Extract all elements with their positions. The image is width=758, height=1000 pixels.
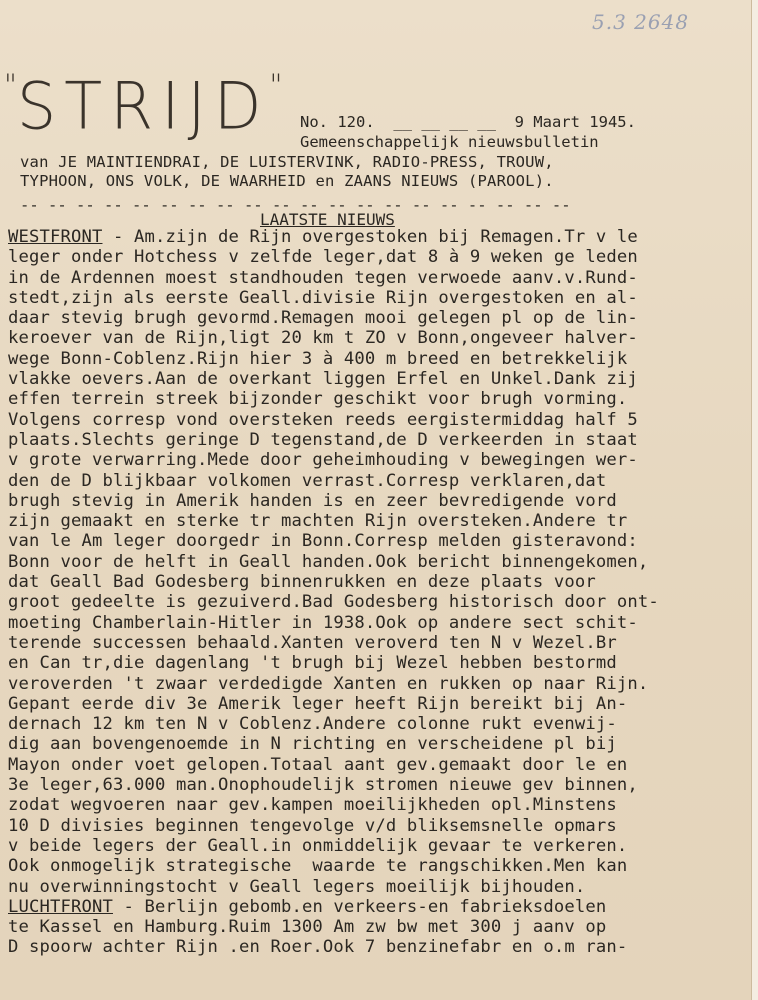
westfront-line-text: vlakke oevers.Aan de overkant liggen Erfel en Unkel.Dank zij (8, 369, 638, 390)
westfront-line-text: van le Am leger doorgedr in Bonn.Corresp melden gisteravond: (8, 531, 638, 552)
westfront-line-text: dat Geall Bad Godesberg binnenrukken en deze plaats voor (8, 572, 596, 593)
westfront-line-text: effen terrein streek bijzonder geschikt voor brugh vorming. (8, 389, 628, 410)
westfront-line-text: zijn gemaakt en sterke tr machten Rijn oversteken.Andere tr (8, 511, 628, 532)
westfront-line-text: brugh stevig in Amerik handen is en zeer bevredigende vord (8, 490, 617, 511)
westfront-line-text: 3e leger,63.000 man.Onophoudelijk stromen nieuwe gev binnen, (8, 775, 638, 796)
westfront-line-text: Mayon onder voet gelopen.Totaal aant gev.gemaakt door le en (8, 754, 628, 775)
issue-number-date: No. 120. __ __ __ __ 9 Maart 1945. (300, 113, 636, 131)
luchtfront-line-text: te Kassel en Hamburg.Ruim 1300 Am zw bw met 300 j aanv op (8, 917, 607, 938)
section-title: LAATSTE NIEUWS (260, 210, 395, 229)
westfront-line (8, 592, 748, 612)
westfront-line-text: v grote verwarring.Mede door geheimhouding v bewegingen wer- (8, 450, 638, 471)
westfront-heading: WESTFRONT (8, 227, 103, 247)
archive-number: 5.3 2648 (592, 10, 690, 34)
westfront-line (8, 856, 748, 876)
westfront-line (8, 511, 748, 531)
westfront-line-text: 10 D divisies beginnen tengevolge v/d bliksemsnelle opmars (8, 815, 617, 836)
westfront-line (8, 328, 748, 348)
westfront-line (8, 694, 748, 714)
westfront-section (8, 227, 748, 897)
westfront-line (8, 268, 748, 288)
westfront-line (8, 450, 748, 470)
masthead-title (4, 68, 294, 163)
westfront-line-text: moeting Chamberlain-Hitler in 1938.Ook op andere sect schit- (8, 612, 638, 633)
westfront-line (8, 674, 748, 694)
westfront-line (8, 491, 748, 511)
westfront-line-text: stedt,zijn als eerste Geall.divisie Rijn overgestoken en al- (8, 287, 638, 308)
westfront-line (8, 734, 748, 754)
westfront-line (8, 308, 748, 328)
westfront-line-text: Bonn voor de helft in Geall handen.Ook bericht binnengekomen, (8, 551, 649, 572)
luchtfront-section (8, 897, 748, 958)
westfront-line-text: nu overwinningstocht v Geall legers moeilijk bijhouden. (8, 876, 586, 897)
westfront-line (8, 389, 748, 409)
subtitle-line-2: van JE MAINTIENDRAI, DE LUISTERVINK, RADIO-PRESS, TROUW, (20, 153, 554, 171)
luchtfront-line (8, 897, 748, 917)
westfront-line-text: daar stevig brugh gevormd.Remagen mooi gelegen pl op de lin- (8, 308, 638, 329)
westfront-line (8, 471, 748, 491)
westfront-line (8, 816, 748, 836)
westfront-line-text: keroever van de Rijn,ligt 20 km t ZO v Bonn,ongeveer halver- (8, 328, 638, 349)
westfront-line (8, 653, 748, 673)
westfront-line (8, 369, 748, 389)
westfront-line (8, 877, 748, 897)
westfront-line (8, 227, 748, 247)
westfront-line-text: plaats.Slechts geringe D tegenstand,de D verkeerden in staat (8, 429, 638, 450)
westfront-line-text: groot gedeelte is gezuiverd.Bad Godesberg historisch door ont- (8, 592, 659, 613)
westfront-line (8, 836, 748, 856)
masthead-quote-open: " (4, 67, 17, 103)
westfront-line (8, 247, 748, 267)
dashed-rule: -- -- -- -- -- -- -- -- -- -- -- -- -- -- -- -- -- -- -- -- (20, 196, 571, 214)
westfront-line-text: terende successen behaald.Xanten veroverd ten N v Wezel.Br (8, 632, 617, 653)
article-body (8, 227, 748, 958)
westfront-line-text: leger onder Hotchess v zelfde leger,dat 8 à 9 weken ge leden (8, 247, 638, 268)
westfront-line (8, 714, 748, 734)
paper-edge (751, 0, 758, 1000)
westfront-line (8, 552, 748, 572)
masthead-quote-close: " (269, 67, 283, 103)
luchtfront-line (8, 917, 748, 937)
westfront-line (8, 613, 748, 633)
subtitle-line-1: Gemeenschappelijk nieuwsbulletin (300, 133, 599, 151)
masthead-word: STRIJD (16, 67, 270, 145)
westfront-line (8, 430, 748, 450)
westfront-line (8, 531, 748, 551)
luchtfront-line-text: D spoorw achter Rijn .en Roer.Ook 7 benzinefabr en o.m ran- (8, 937, 628, 958)
westfront-line-text: v beide legers der Geall.in onmiddelijk gevaar te verkeren. (8, 835, 628, 856)
westfront-line (8, 288, 748, 308)
westfront-line-text: Gepant eerde div 3e Amerik leger heeft Rijn bereikt bij An- (8, 693, 628, 714)
luchtfront-line (8, 937, 748, 957)
westfront-line-text: dig aan bovengenoemde in N richting en verscheidene pl bij (8, 734, 617, 755)
westfront-line (8, 410, 748, 430)
subtitle-line-3: TYPHOON, ONS VOLK, DE WAARHEID en ZAANS NIEUWS (PAROOL). (20, 172, 554, 190)
westfront-line-text: wege Bonn-Coblenz.Rijn hier 3 à 400 m breed en betrekkelijk (8, 348, 628, 369)
luchtfront-heading: LUCHTFRONT (8, 896, 113, 917)
westfront-line-text: en Can tr,die dagenlang 't brugh bij Wezel hebben bestormd (8, 653, 617, 674)
westfront-line-text: zodat wegvoeren naar gev.kampen moeilijkheden opl.Minstens (8, 795, 617, 816)
westfront-line-text: dernach 12 km ten N v Coblenz.Andere colonne rukt evenwij- (8, 714, 617, 735)
westfront-line-text: den de D blijkbaar volkomen verrast.Corresp verklaren,dat (8, 470, 607, 491)
westfront-line (8, 572, 748, 592)
westfront-line-text: veroverden 't zwaar verdedigde Xanten en rukken op naar Rijn. (8, 673, 649, 694)
westfront-line-text: - Am.zijn de Rijn overgestoken bij Remagen.Tr v le (102, 227, 638, 247)
westfront-line (8, 795, 748, 815)
westfront-line-text: in de Ardennen moest standhouden tegen verwoede aanv.v.Rund- (8, 267, 638, 288)
westfront-line (8, 755, 748, 775)
westfront-line-text: Ook onmogelijk strategische waarde te rangschikken.Men kan (8, 856, 628, 877)
luchtfront-line-text: - Berlijn gebomb.en verkeers-en fabrieksdoelen (112, 896, 607, 917)
westfront-line-text: Volgens corresp vond oversteken reeds eergistermiddag half 5 (8, 409, 638, 430)
westfront-line (8, 633, 748, 653)
westfront-line (8, 349, 748, 369)
westfront-line (8, 775, 748, 795)
